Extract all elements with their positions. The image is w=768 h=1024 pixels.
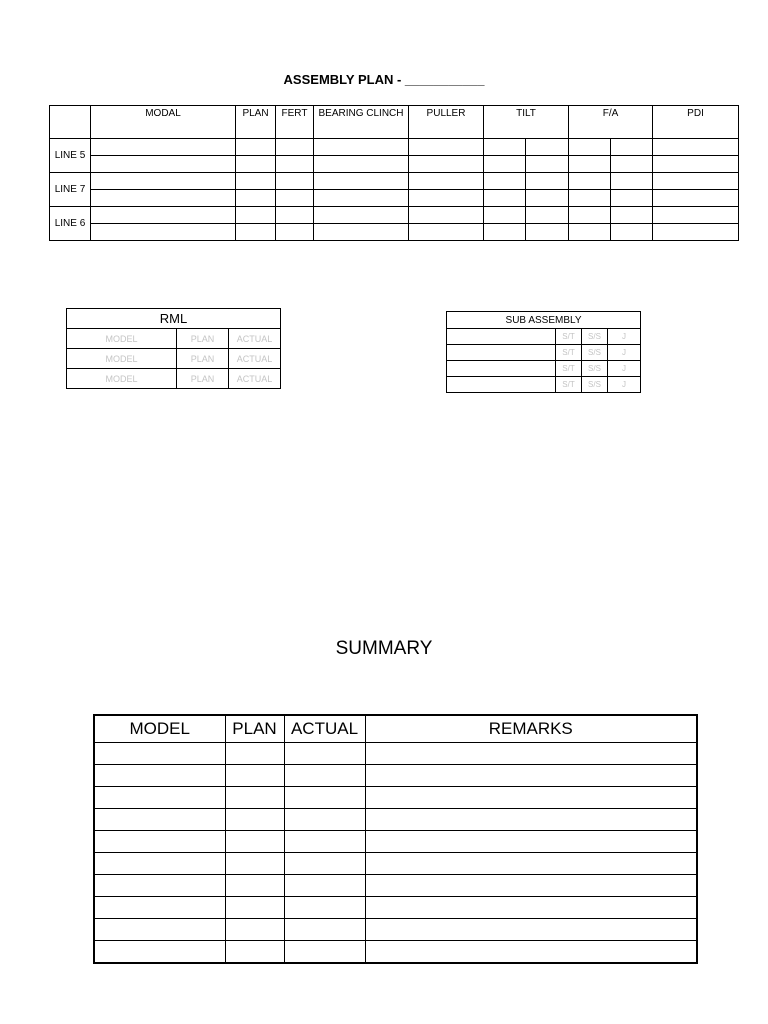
- summary-actual-cell[interactable]: [284, 787, 365, 809]
- summary-model-cell[interactable]: [94, 787, 225, 809]
- plan-cell[interactable]: [409, 224, 484, 241]
- summary-remarks-cell[interactable]: [365, 809, 697, 831]
- summary-remarks-cell[interactable]: [365, 831, 697, 853]
- sub-assembly-ss-cell[interactable]: S/S: [582, 329, 608, 345]
- plan-cell[interactable]: [484, 224, 526, 241]
- plan-cell[interactable]: [526, 207, 569, 224]
- summary-remarks-cell[interactable]: [365, 941, 697, 964]
- plan-header-pdi: PDI: [653, 106, 739, 139]
- plan-row: [50, 156, 739, 173]
- plan-cell[interactable]: [611, 139, 653, 156]
- plan-cell[interactable]: [314, 156, 409, 173]
- line-6-label: LINE 6: [50, 207, 91, 241]
- plan-cell[interactable]: [409, 207, 484, 224]
- rml-model-cell[interactable]: MODEL: [67, 329, 177, 349]
- summary-row: [94, 897, 697, 919]
- plan-header-fert: FERT: [276, 106, 314, 139]
- summary-table: [93, 714, 698, 964]
- plan-header-puller: PULLER: [409, 106, 484, 139]
- plan-cell[interactable]: [314, 207, 409, 224]
- summary-row: [94, 853, 697, 875]
- sub-assembly-ss-cell[interactable]: S/S: [582, 377, 608, 393]
- summary-actual-cell[interactable]: [284, 941, 365, 964]
- sub-assembly-name-cell[interactable]: [447, 329, 556, 345]
- plan-cell[interactable]: [91, 224, 236, 241]
- summary-remarks-cell[interactable]: [365, 919, 697, 941]
- plan-header-plan: PLAN: [236, 106, 276, 139]
- summary-remarks-cell[interactable]: [365, 787, 697, 809]
- summary-remarks-cell[interactable]: [365, 897, 697, 919]
- plan-cell[interactable]: [569, 156, 611, 173]
- summary-model-cell[interactable]: [94, 875, 225, 897]
- plan-cell[interactable]: [569, 207, 611, 224]
- plan-cell[interactable]: [276, 190, 314, 207]
- plan-cell[interactable]: [91, 173, 236, 190]
- rml-plan-cell[interactable]: PLAN: [177, 369, 229, 389]
- sub-assembly-j-cell[interactable]: J: [608, 345, 641, 361]
- summary-model-cell[interactable]: [94, 809, 225, 831]
- plan-cell[interactable]: [276, 156, 314, 173]
- plan-cell[interactable]: [611, 190, 653, 207]
- sub-assembly-st-cell[interactable]: S/T: [556, 329, 582, 345]
- plan-cell[interactable]: [653, 139, 739, 156]
- sub-assembly-st-cell[interactable]: S/T: [556, 377, 582, 393]
- sub-assembly-st-cell[interactable]: S/T: [556, 345, 582, 361]
- plan-cell[interactable]: [653, 207, 739, 224]
- plan-cell[interactable]: [569, 224, 611, 241]
- plan-cell[interactable]: [611, 224, 653, 241]
- plan-cell[interactable]: [484, 156, 526, 173]
- sub-assembly-title: SUB ASSEMBLY: [447, 312, 641, 329]
- summary-remarks-cell[interactable]: [365, 853, 697, 875]
- rml-model-cell[interactable]: MODEL: [67, 349, 177, 369]
- plan-cell[interactable]: [91, 207, 236, 224]
- sub-assembly-table: [446, 311, 641, 393]
- summary-actual-cell[interactable]: [284, 831, 365, 853]
- summary-actual-cell[interactable]: [284, 853, 365, 875]
- plan-cell[interactable]: [314, 173, 409, 190]
- plan-row: [50, 190, 739, 207]
- summary-model-cell[interactable]: [94, 941, 225, 964]
- summary-remarks-cell[interactable]: [365, 765, 697, 787]
- plan-cell[interactable]: [236, 139, 276, 156]
- rml-actual-cell[interactable]: ACTUAL: [229, 329, 281, 349]
- plan-cell[interactable]: [526, 190, 569, 207]
- summary-plan-cell[interactable]: [225, 765, 284, 787]
- plan-cell[interactable]: [526, 224, 569, 241]
- summary-remarks-cell[interactable]: [365, 875, 697, 897]
- plan-cell[interactable]: [653, 190, 739, 207]
- plan-cell[interactable]: [314, 139, 409, 156]
- summary-header-plan: PLAN: [225, 715, 284, 743]
- plan-cell[interactable]: [611, 207, 653, 224]
- summary-plan-cell[interactable]: [225, 875, 284, 897]
- plan-header-modal: MODAL: [91, 106, 236, 139]
- summary-plan-cell[interactable]: [225, 809, 284, 831]
- sub-assembly-ss-cell[interactable]: S/S: [582, 361, 608, 377]
- rml-actual-cell[interactable]: ACTUAL: [229, 349, 281, 369]
- plan-cell[interactable]: [653, 224, 739, 241]
- plan-cell[interactable]: [91, 139, 236, 156]
- plan-cell[interactable]: [526, 139, 569, 156]
- summary-header-actual: ACTUAL: [284, 715, 365, 743]
- rml-title: RML: [67, 309, 281, 329]
- summary-plan-cell[interactable]: [225, 787, 284, 809]
- plan-cell[interactable]: [236, 207, 276, 224]
- summary-header-row: [94, 715, 697, 743]
- line-5-label: LINE 5: [50, 139, 91, 173]
- summary-row: [94, 765, 697, 787]
- summary-actual-cell[interactable]: [284, 743, 365, 765]
- sub-assembly-j-cell[interactable]: J: [608, 377, 641, 393]
- summary-row: [94, 743, 697, 765]
- plan-cell[interactable]: [314, 224, 409, 241]
- plan-cell[interactable]: [236, 156, 276, 173]
- plan-cell[interactable]: [611, 173, 653, 190]
- plan-cell[interactable]: [484, 173, 526, 190]
- summary-row: [94, 787, 697, 809]
- summary-plan-cell[interactable]: [225, 831, 284, 853]
- summary-row: [94, 941, 697, 964]
- summary-title: SUMMARY: [335, 638, 433, 659]
- plan-cell[interactable]: [569, 190, 611, 207]
- plan-cell[interactable]: [314, 190, 409, 207]
- plan-cell[interactable]: [91, 156, 236, 173]
- summary-plan-cell[interactable]: [225, 853, 284, 875]
- rml-plan-cell[interactable]: PLAN: [177, 349, 229, 369]
- rml-model-cell[interactable]: MODEL: [67, 369, 177, 389]
- sub-assembly-row: [447, 377, 641, 393]
- summary-model-cell[interactable]: [94, 919, 225, 941]
- summary-plan-cell[interactable]: [225, 941, 284, 964]
- sub-assembly-name-cell[interactable]: [447, 361, 556, 377]
- plan-header-tilt: TILT: [484, 106, 569, 139]
- sub-assembly-j-cell[interactable]: J: [608, 329, 641, 345]
- plan-header-bearing-clinch: BEARING CLINCH: [314, 106, 409, 139]
- line-7-label: LINE 7: [50, 173, 91, 207]
- summary-model-cell[interactable]: [94, 853, 225, 875]
- summary-plan-cell[interactable]: [225, 919, 284, 941]
- plan-cell[interactable]: [276, 139, 314, 156]
- plan-row: [50, 224, 739, 241]
- plan-cell[interactable]: [409, 173, 484, 190]
- plan-cell[interactable]: [409, 190, 484, 207]
- plan-cell[interactable]: [236, 190, 276, 207]
- plan-cell[interactable]: [484, 190, 526, 207]
- plan-cell[interactable]: [276, 224, 314, 241]
- plan-cell[interactable]: [569, 139, 611, 156]
- rml-row: [67, 369, 281, 389]
- plan-cell[interactable]: [276, 207, 314, 224]
- summary-actual-cell[interactable]: [284, 809, 365, 831]
- summary-plan-cell[interactable]: [225, 743, 284, 765]
- plan-header-row: [50, 106, 739, 139]
- plan-cell[interactable]: [653, 156, 739, 173]
- plan-header-corner: [50, 106, 91, 139]
- plan-cell[interactable]: [484, 207, 526, 224]
- summary-actual-cell[interactable]: [284, 875, 365, 897]
- summary-model-cell[interactable]: [94, 743, 225, 765]
- plan-cell[interactable]: [569, 173, 611, 190]
- plan-cell[interactable]: [526, 173, 569, 190]
- summary-row: [94, 809, 697, 831]
- sub-assembly-row: [447, 329, 641, 345]
- plan-cell[interactable]: [91, 190, 236, 207]
- rml-plan-cell[interactable]: PLAN: [177, 329, 229, 349]
- summary-plan-cell[interactable]: [225, 897, 284, 919]
- summary-actual-cell[interactable]: [284, 897, 365, 919]
- plan-cell[interactable]: [276, 173, 314, 190]
- summary-header-model: MODEL: [94, 715, 225, 743]
- assembly-plan-table: [49, 105, 739, 241]
- plan-row: [50, 139, 739, 156]
- rml-row: [67, 349, 281, 369]
- plan-cell[interactable]: [409, 156, 484, 173]
- plan-cell[interactable]: [236, 173, 276, 190]
- summary-actual-cell[interactable]: [284, 765, 365, 787]
- summary-row: [94, 919, 697, 941]
- plan-row: [50, 173, 739, 190]
- plan-cell[interactable]: [526, 156, 569, 173]
- sub-assembly-ss-cell[interactable]: S/S: [582, 345, 608, 361]
- summary-model-cell[interactable]: [94, 897, 225, 919]
- rml-table: [66, 308, 281, 389]
- plan-cell[interactable]: [611, 156, 653, 173]
- sub-assembly-st-cell[interactable]: S/T: [556, 361, 582, 377]
- sub-assembly-row: [447, 345, 641, 361]
- summary-row: [94, 831, 697, 853]
- sub-assembly-row: [447, 361, 641, 377]
- plan-cell[interactable]: [653, 173, 739, 190]
- summary-actual-cell[interactable]: [284, 919, 365, 941]
- summary-model-cell[interactable]: [94, 831, 225, 853]
- plan-cell[interactable]: [236, 224, 276, 241]
- plan-header-fa: F/A: [569, 106, 653, 139]
- plan-cell[interactable]: [484, 139, 526, 156]
- sub-assembly-name-cell[interactable]: [447, 345, 556, 361]
- sub-assembly-name-cell[interactable]: [447, 377, 556, 393]
- rml-actual-cell[interactable]: ACTUAL: [229, 369, 281, 389]
- summary-header-remarks: REMARKS: [365, 715, 697, 743]
- summary-row: [94, 875, 697, 897]
- sub-assembly-j-cell[interactable]: J: [608, 361, 641, 377]
- rml-row: [67, 329, 281, 349]
- plan-row: [50, 207, 739, 224]
- summary-remarks-cell[interactable]: [365, 743, 697, 765]
- summary-model-cell[interactable]: [94, 765, 225, 787]
- plan-cell[interactable]: [409, 139, 484, 156]
- document-title: ASSEMBLY PLAN - ___________: [283, 72, 485, 87]
